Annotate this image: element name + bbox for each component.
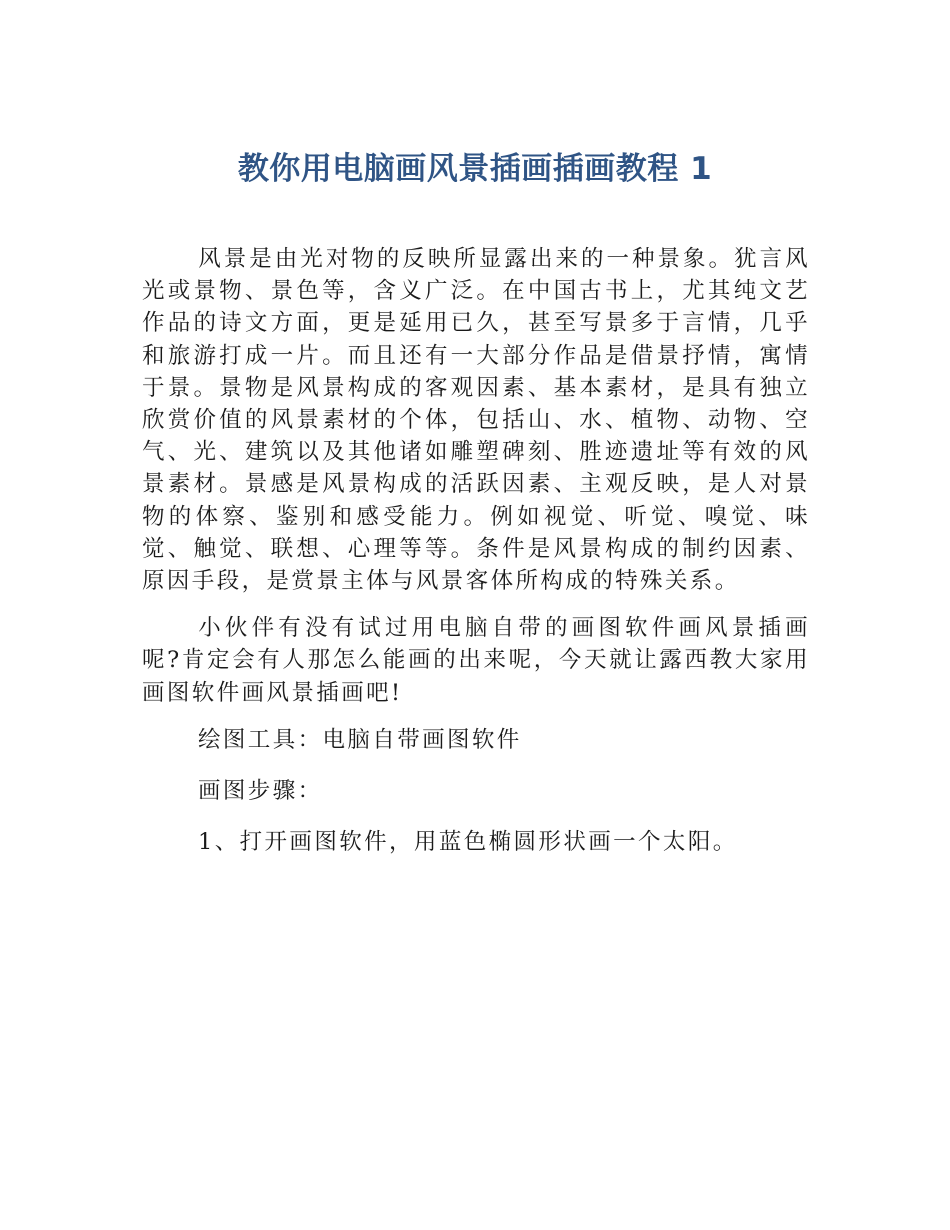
paragraph-intro: 风景是由光对物的反映所显露出来的一种景象。犹言风光或景物、景色等，含义广泛。在中国古书上，尤其纯文艺作品的诗文方面，更是延用已久，甚至写景多于言情，几乎和旅游打成一片。而且还有一大部分作品是借景抒情，寓情于景。景物是风景构成的客观因素、基本素材，是具有独立欣赏价值的风景素材的个体，包括山、水、植物、动物、空气、光、建筑以及其他诸如雕塑碑刻、胜迹遗址等有效的风景素材。景感是风景构成的活跃因素、主观反映，是人对景物的体察、鉴别和感受能力。例如视觉、听觉、嗅觉、味觉、触觉、联想、心理等等。条件是风景构成的制约因素、原因手段，是赏景主体与风景客体所构成的特殊关系。 xyxy=(142,246,810,595)
document-body xyxy=(142,243,810,877)
paragraph-steps-heading: 画图步骤： xyxy=(198,778,323,805)
paragraph-question: 小伙伴有没有试过用电脑自带的画图软件画风景插画呢?肯定会有人那怎么能画的出来呢，今天就让露西教大家用画图软件画风景插画吧! xyxy=(142,615,810,706)
paragraph-step-1: 1、打开画图软件，用蓝色椭圆形状画一个太阳。 xyxy=(198,829,738,856)
document-title: 教你用电脑画风景插画插画教程 1 xyxy=(237,151,713,187)
paragraph-tools: 绘图工具：电脑自带画图软件 xyxy=(198,726,522,753)
